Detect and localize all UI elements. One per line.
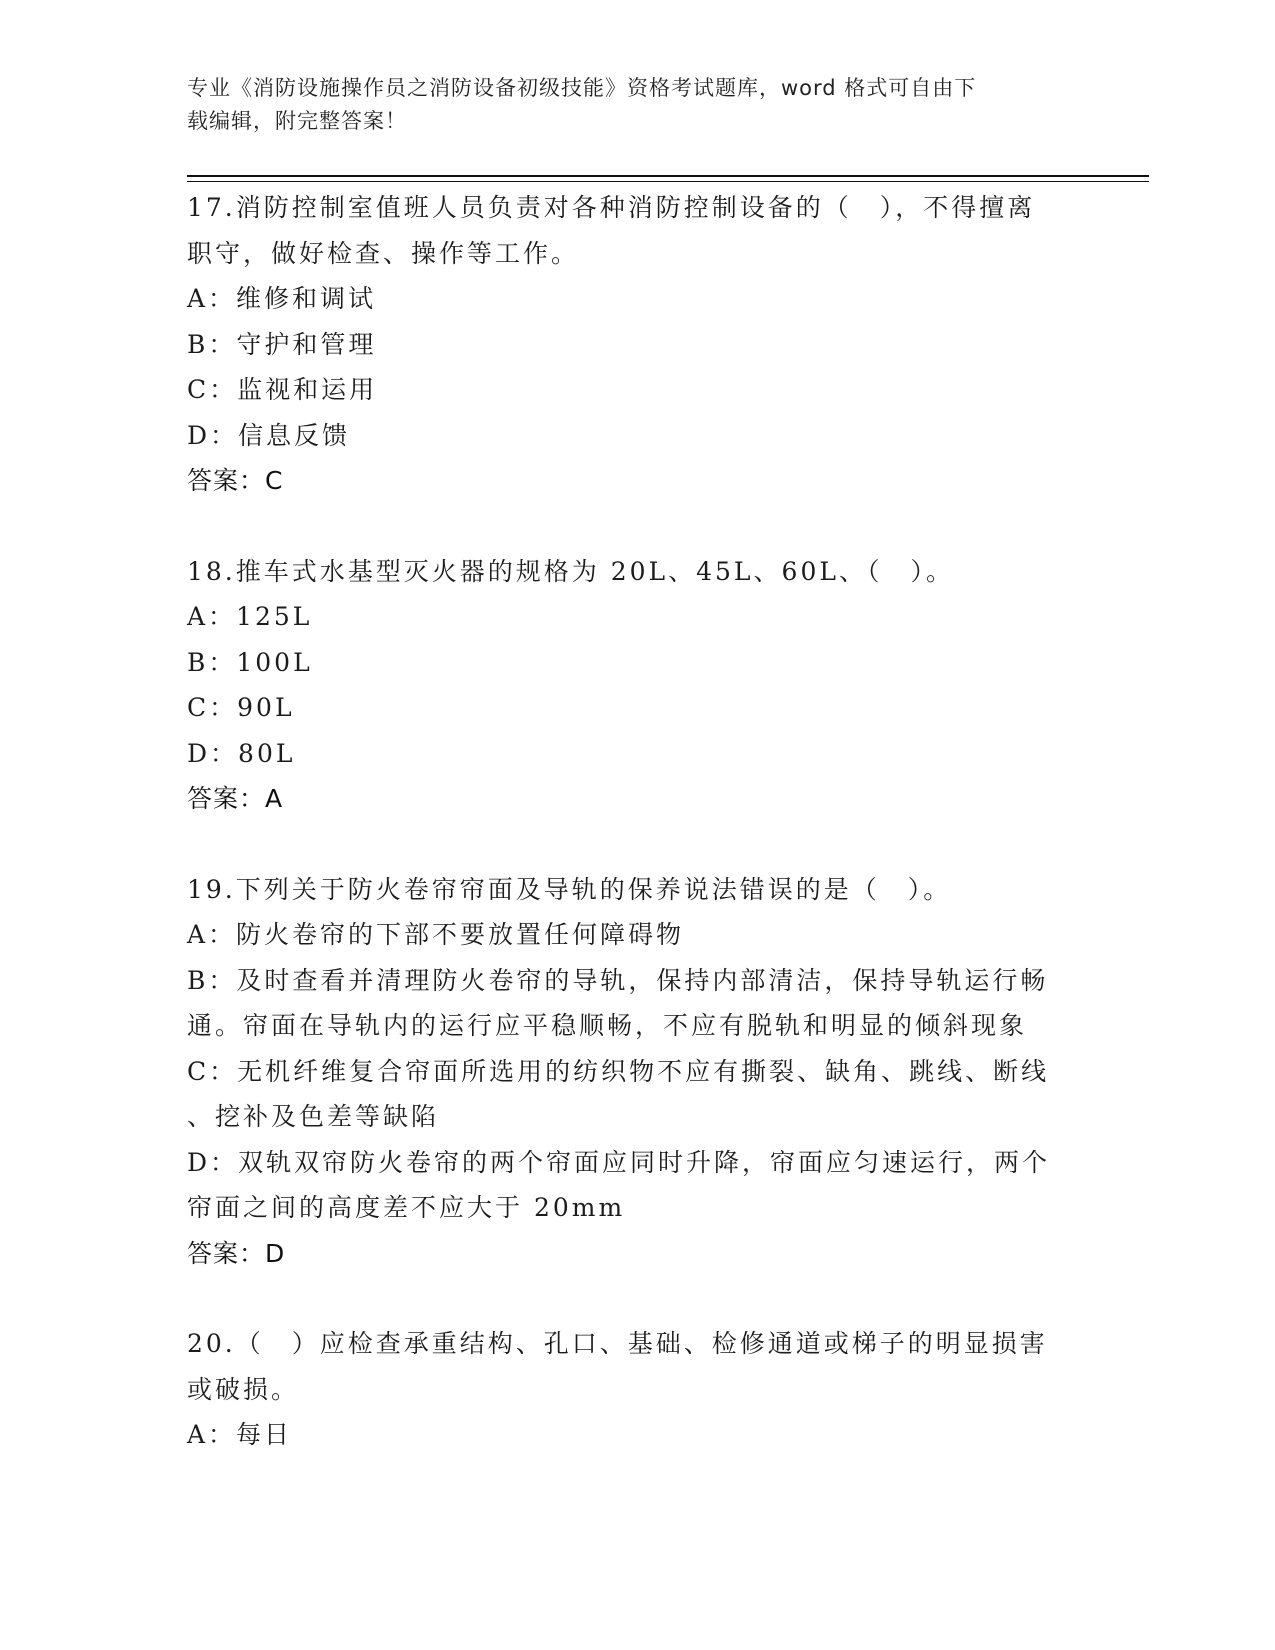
question-stem: 或破损。 (187, 1374, 300, 1404)
question-stem: 18.推车式水基型灭火器的规格为 20L、45L、60L、（ ）。 (187, 556, 954, 586)
answer-option: C：无机纤维复合帘面所选用的纺织物不应有撕裂、缺角、跳线、断线 (187, 1056, 1050, 1086)
answer-key: 答案：D (187, 1238, 286, 1268)
answer-option: A：维修和调试 (187, 284, 377, 313)
answer-option: D：双轨双帘防火卷帘的两个帘面应同时升降，帘面应匀速运行，两个 (187, 1147, 1051, 1177)
answer-key: 答案：A (187, 784, 284, 813)
answer-option: D：信息反馈 (187, 420, 351, 450)
answer-option: D：80L (187, 738, 296, 768)
answer-option: A：125L (187, 602, 313, 631)
answer-option: B：及时查看并清理防火卷帘的导轨，保持内部清洁，保持导轨运行畅 (187, 965, 1049, 995)
question-stem: 17.消防控制室值班人员负责对各种消防控制设备的（ ），不得擅离 (187, 193, 1036, 222)
answer-key: 答案：C (187, 466, 284, 495)
answer-option: 帘面之间的高度差不应大于 20mm (187, 1193, 626, 1222)
header-divider-thin (187, 181, 1149, 182)
question-block (187, 867, 1077, 1277)
answer-option: C：监视和运用 (187, 375, 378, 404)
question-block (187, 185, 1077, 504)
answer-option: B：守护和管理 (187, 329, 377, 359)
answer-option: 通。帘面在导轨内的运行应平稳顺畅，不应有脱轨和明显的倾斜现象 (187, 1011, 1028, 1040)
question-block (187, 549, 1077, 822)
question-spacer (187, 504, 1077, 549)
question-stem: 职守，做好检查、操作等工作。 (187, 238, 580, 268)
question-spacer (187, 822, 1077, 867)
question-spacer (187, 1276, 1077, 1321)
header-line-1: 专业《消防设施操作员之消防设备初级技能》资格考试题库，word 格式可自由下 (187, 76, 977, 100)
question-list (187, 185, 1077, 1458)
document-header (187, 72, 1067, 138)
answer-option: C：90L (187, 693, 295, 722)
question-stem: 19.下列关于防火卷帘帘面及导轨的保养说法错误的是（ ）。 (187, 874, 952, 904)
answer-option: A：防火卷帘的下部不要放置任何障碍物 (187, 920, 685, 949)
question-block (187, 1321, 1077, 1458)
header-line-2: 载编辑，附完整答案！ (187, 109, 407, 133)
question-stem: 20.（ ）应检查承重结构、孔口、基础、检修通道或梯子的明显损害 (187, 1329, 1048, 1358)
answer-option: B：100L (187, 647, 313, 677)
header-divider-thick (187, 175, 1149, 177)
answer-option: A：每日 (187, 1420, 293, 1449)
answer-option: 、挖补及色差等缺陷 (187, 1102, 440, 1131)
